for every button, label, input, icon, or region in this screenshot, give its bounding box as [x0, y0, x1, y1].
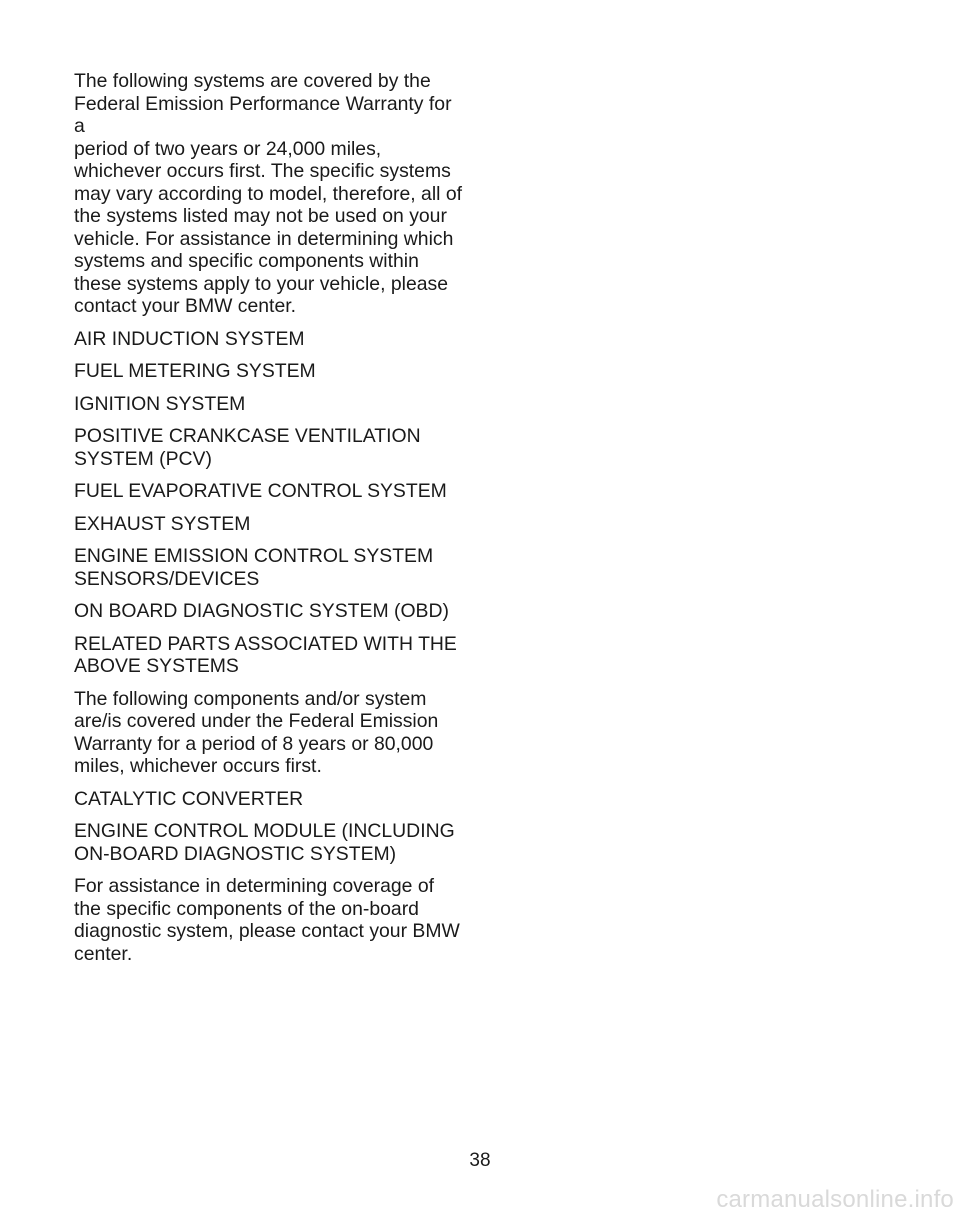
closing-paragraph: For assistance in determining coverage of the specific components of the on-board diagnostic system, please contact your BMW center. — [74, 875, 460, 965]
watermark: carmanualsonline.info — [716, 1186, 954, 1213]
system-item-fuel-evaporative: FUEL EVAPORATIVE CONTROL SYSTEM — [74, 480, 447, 502]
system-item-fuel-metering: FUEL METERING SYSTEM — [74, 360, 316, 382]
system-item-related-parts: RELATED PARTS ASSOCIATED WITH THE ABOVE SYSTEMS — [74, 632, 457, 677]
system-item-pcv: POSITIVE CRANKCASE VENTILATION SYSTEM (PCV) — [74, 425, 421, 470]
system-item-air-induction: AIR INDUCTION SYSTEM — [74, 327, 305, 350]
system-item-emission-sensors: ENGINE EMISSION CONTROL SYSTEM SENSORS/DEVICES — [74, 545, 434, 590]
long-term-item-engine-control-module: ENGINE CONTROL MODULE (INCLUDING ON-BOARD DIAGNOSTIC SYSTEM) — [74, 820, 455, 865]
long-term-intro-paragraph: The following components and/or system are/is covered under the Federal Emission Warranty for a period of 8 years or 80,000 miles, whichever occurs first. — [74, 687, 439, 777]
system-item-obd: ON BOARD DIAGNOSTIC SYSTEM (OBD) — [74, 600, 449, 622]
page-number: 38 — [469, 1150, 491, 1171]
long-term-item-catalytic-converter: CATALYTIC CONVERTER — [74, 787, 304, 810]
system-item-exhaust: EXHAUST SYSTEM — [74, 512, 251, 535]
document-body — [74, 70, 464, 975]
intro-paragraph: The following systems are covered by the Federal Emission Performance Warranty for a period of two years or 24,000 miles, whichever occurs first. The specific systems may vary according to model, therefore, all of the systems listed may not be used on your vehicle. For assistance in determining which systems and specific components within these systems apply to your vehicle, please contact your BMW center. — [74, 70, 462, 317]
system-item-ignition: IGNITION SYSTEM — [74, 392, 246, 415]
